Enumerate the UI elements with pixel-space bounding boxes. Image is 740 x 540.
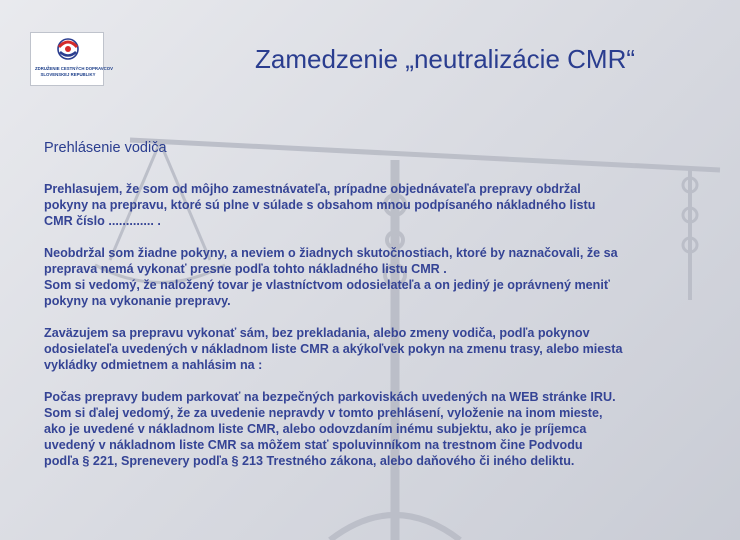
paragraph-4 [44, 389, 694, 469]
paragraph-line: Prehlasujem, že som od môjho zamestnávateľa, prípadne objednávateľa prepravy obdržal [44, 182, 581, 196]
paragraph-line: ako je uvedené v nákladnom liste CMR, alebo odovzdaním inému subjektu, ako je príjemca [44, 422, 587, 436]
paragraph-line: Zaväzujem sa prepravu vykonať sám, bez prekladania, alebo zmeny vodiča, podľa pokynov [44, 326, 590, 340]
paragraph-1 [44, 181, 694, 229]
paragraph-line: podľa § 221, Sprenevery podľa § 213 Trestného zákona, alebo daňového či iného deliktu. [44, 454, 575, 468]
paragraph-line: pokyny na prepravu, ktoré sú plne v súlade s obsahom mnou podpísaného nákladného listu [44, 198, 596, 212]
paragraph-line: preprava nemá vykonať presne podľa tohto nákladného listu CMR . [44, 262, 447, 276]
paragraph-line: Som si vedomý, že naložený tovar je vlastníctvom odosielateľa a on jediný je oprávnený meniť [44, 278, 610, 292]
section-subtitle: Prehlásenie vodiča [44, 140, 167, 156]
organization-logo [30, 32, 113, 86]
paragraph-line: CMR číslo ............. . [44, 214, 161, 228]
paragraph-3 [44, 325, 694, 373]
page-title: Zamedzenie „neutralizácie CMR“ [254, 44, 636, 74]
logo-text-line-1: ZDRUŽENIE CESTNÝCH DOPRAVCOV [35, 66, 113, 71]
paragraph-line: Počas prepravy budem parkovať na bezpečných parkoviskách uvedených na WEB stránke IRU. [44, 390, 616, 404]
paragraph-2 [44, 245, 694, 309]
declaration-body [44, 181, 694, 485]
paragraph-line: Neobdržal som žiadne pokyny, a neviem o žiadnych skutočnostiach, ktoré by naznačovali, že sa [44, 246, 618, 260]
paragraph-line: odosielateľa uvedených v nákladnom liste CMR a akýkoľvek pokyn na zmenu trasy, alebo miesta [44, 342, 623, 356]
logo-text-line-2: SLOVENSKEJ REPUBLIKY [40, 72, 96, 77]
paragraph-line: Som si ďalej vedomý, že za uvedenie nepravdy v tomto prehlásení, vyloženie na inom mieste, [44, 406, 603, 420]
organization-emblem-icon [31, 33, 113, 87]
paragraph-line: uvedený v nákladnom liste CMR sa môžem stať spoluvinníkom na trestnom čine Podvodu [44, 438, 583, 452]
paragraph-line: pokyny na vykonanie prepravy. [44, 294, 231, 308]
paragraph-line: vykládky odmietnem a nahlásim na : [44, 358, 263, 372]
